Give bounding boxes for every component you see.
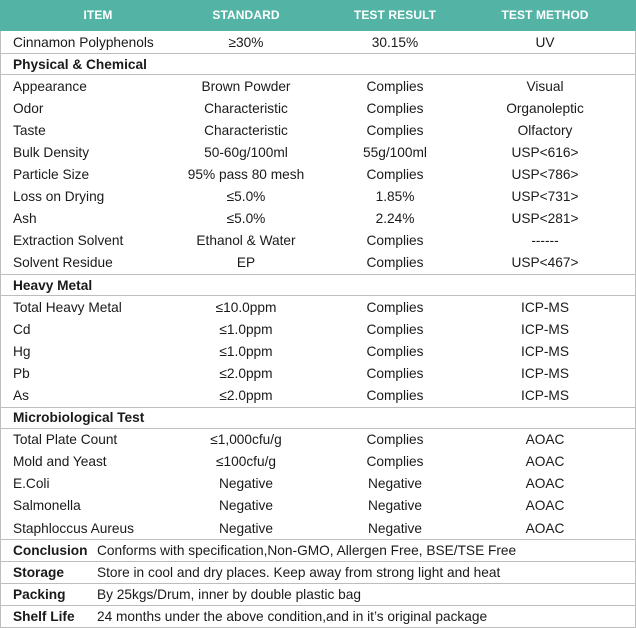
item-name: Mold and Yeast — [13, 454, 107, 470]
row-salmonella — [1, 495, 635, 517]
summary-label: Shelf Life — [13, 608, 75, 624]
standard-value: ≤2.0ppm — [219, 388, 273, 404]
standard-value: Ethanol & Water — [196, 233, 296, 249]
standard-value: ≤1,000cfu/g — [210, 432, 282, 448]
standard-value: ≤100cfu/g — [215, 454, 277, 470]
item-name: Hg — [13, 343, 31, 359]
test-result-value: Complies — [366, 432, 424, 448]
column-header-item: ITEM — [83, 7, 113, 22]
row-bulk-density — [1, 141, 635, 163]
row-pb — [1, 362, 635, 384]
row-shelf-life — [1, 605, 635, 627]
test-result-value: Complies — [366, 255, 424, 271]
item-name: Taste — [13, 122, 46, 138]
standard-value: Characteristic — [204, 100, 288, 116]
standard-value: ≤2.0ppm — [219, 365, 273, 381]
table-header — [0, 0, 636, 31]
test-result-value: 2.24% — [375, 211, 415, 227]
test-method-value: USP<616> — [511, 144, 579, 160]
row-packing — [1, 583, 635, 605]
test-method-value: ------ — [531, 233, 559, 249]
test-result-value: 1.85% — [375, 189, 415, 205]
standard-value: ≤5.0% — [226, 189, 266, 205]
standard-value: Negative — [218, 498, 274, 514]
row-particle-size — [1, 164, 635, 186]
item-name: Total Heavy Metal — [13, 299, 122, 315]
item-name: Particle Size — [13, 167, 90, 183]
item-name: Cd — [13, 321, 31, 337]
item-name: Ash — [13, 211, 37, 227]
standard-value: ≤10.0ppm — [215, 299, 277, 315]
item-name: Total Plate Count — [13, 432, 118, 448]
test-result-value: Complies — [366, 167, 424, 183]
item-name: Extraction Solvent — [13, 233, 124, 249]
column-header-test-result: TEST RESULT — [353, 7, 437, 22]
test-method-value: USP<731> — [511, 189, 579, 205]
standard-value: Negative — [218, 476, 274, 492]
standard-value: ≥30% — [228, 34, 264, 50]
test-method-value: ICP-MS — [521, 365, 569, 381]
row-e-coli — [1, 473, 635, 495]
row-cinnamon-polyphenols — [1, 31, 635, 53]
standard-value: EP — [236, 255, 256, 271]
test-method-value: USP<786> — [511, 167, 579, 183]
summary-label: Packing — [13, 587, 66, 603]
test-method-value: USP<281> — [511, 211, 579, 227]
test-result-value: Complies — [366, 78, 424, 94]
test-result-value: Complies — [366, 454, 424, 470]
section-header-heavy-metal: Heavy Metal — [1, 274, 635, 296]
column-header-test-method: TEST METHOD — [501, 7, 589, 22]
item-name: As — [13, 388, 29, 404]
row-staphloccus-aureus — [1, 517, 635, 539]
row-hg — [1, 340, 635, 362]
test-method-value: AOAC — [525, 520, 565, 536]
item-name: Staphloccus Aureus — [13, 520, 134, 536]
row-appearance — [1, 75, 635, 97]
test-result-value: Complies — [366, 343, 424, 359]
test-result-value: Complies — [366, 365, 424, 381]
test-result-value: Complies — [366, 388, 424, 404]
standard-value: Brown Powder — [201, 78, 291, 94]
test-result-value: Negative — [367, 520, 423, 536]
test-method-value: ICP-MS — [521, 343, 569, 359]
item-name: Appearance — [13, 78, 87, 94]
item-name: E.Coli — [13, 476, 50, 492]
row-mold-and-yeast — [1, 451, 635, 473]
test-method-value: AOAC — [525, 432, 565, 448]
test-result-value: Complies — [366, 321, 424, 337]
column-header-standard: STANDARD — [212, 7, 280, 22]
row-ash — [1, 208, 635, 230]
test-method-value: USP<467> — [511, 255, 579, 271]
test-result-value: Complies — [366, 233, 424, 249]
test-method-value: AOAC — [525, 454, 565, 470]
row-taste — [1, 119, 635, 141]
table-body — [0, 31, 636, 628]
item-name: Pb — [13, 365, 30, 381]
row-conclusion — [1, 539, 635, 561]
item-name: Solvent Residue — [13, 255, 113, 271]
test-method-value: ICP-MS — [521, 388, 569, 404]
section-header-microbiological-test: Microbiological Test — [1, 407, 635, 429]
summary-value: Conforms with specification,Non-GMO, Allergen Free, BSE/TSE Free — [97, 543, 517, 559]
item-name: Loss on Drying — [13, 189, 105, 205]
standard-value: ≤1.0ppm — [219, 343, 273, 359]
standard-value: Characteristic — [204, 122, 288, 138]
standard-value: Negative — [218, 520, 274, 536]
test-method-value: Olfactory — [517, 122, 573, 138]
item-name: Cinnamon Polyphenols — [13, 34, 154, 50]
test-result-value: Complies — [366, 299, 424, 315]
row-storage — [1, 561, 635, 583]
summary-label: Conclusion — [13, 543, 88, 559]
row-total-plate-count — [1, 429, 635, 451]
standard-value: 50-60g/100ml — [204, 144, 288, 160]
row-as — [1, 385, 635, 407]
standard-value: ≤5.0% — [226, 211, 266, 227]
test-result-value: Complies — [366, 122, 424, 138]
row-cd — [1, 318, 635, 340]
test-method-value: AOAC — [525, 476, 565, 492]
row-loss-on-drying — [1, 186, 635, 208]
test-result-value: Negative — [367, 476, 423, 492]
item-name: Bulk Density — [13, 144, 90, 160]
row-extraction-solvent — [1, 230, 635, 252]
row-total-heavy-metal — [1, 296, 635, 318]
summary-value: Store in cool and dry places. Keep away from strong light and heat — [97, 565, 501, 581]
test-method-value: ICP-MS — [521, 321, 569, 337]
test-method-value: Visual — [526, 78, 564, 94]
test-result-value: 30.15% — [371, 34, 419, 50]
test-result-value: Complies — [366, 100, 424, 116]
row-odor — [1, 97, 635, 119]
summary-value: 24 months under the above condition,and in it’s original package — [97, 608, 488, 624]
test-method-value: AOAC — [525, 498, 565, 514]
standard-value: 95% pass 80 mesh — [187, 167, 305, 183]
item-name: Salmonella — [13, 498, 81, 514]
summary-value: By 25kgs/Drum, inner by double plastic bag — [97, 587, 362, 603]
test-method-value: UV — [535, 34, 555, 50]
item-name: Odor — [13, 100, 44, 116]
standard-value: ≤1.0ppm — [219, 321, 273, 337]
test-method-value: Organoleptic — [506, 100, 584, 116]
test-result-value: 55g/100ml — [363, 144, 427, 160]
section-header-physical-chemical: Physical & Chemical — [1, 53, 635, 75]
test-result-value: Negative — [367, 498, 423, 514]
row-solvent-residue — [1, 252, 635, 274]
summary-label: Storage — [13, 565, 64, 581]
test-method-value: ICP-MS — [521, 299, 569, 315]
